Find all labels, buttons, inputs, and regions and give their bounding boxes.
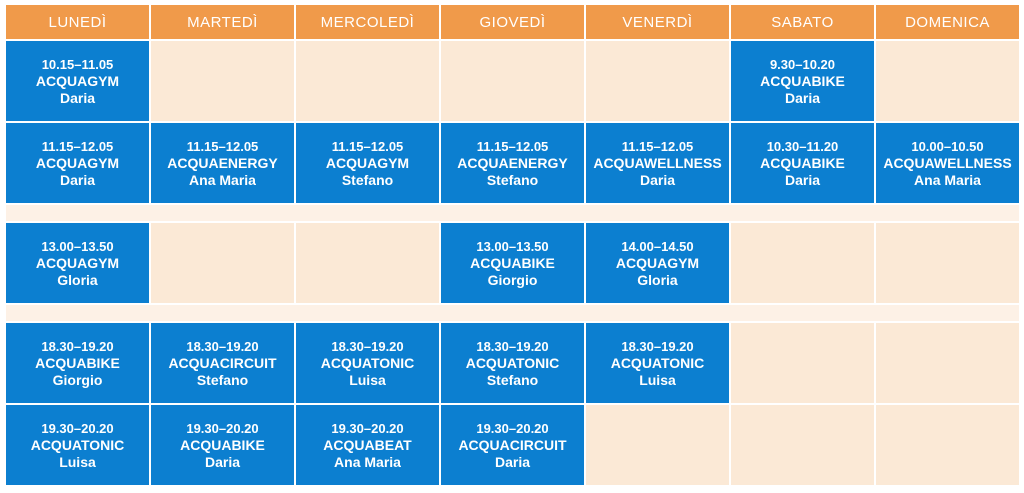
class-time: 11.15–12.05 <box>476 138 549 154</box>
class-activity: ACQUACIRCUIT <box>458 436 567 453</box>
day-header-monday: LUNEDÌ <box>6 5 149 39</box>
class-time: 19.30–20.20 <box>476 420 549 436</box>
class-activity: ACQUABEAT <box>323 436 412 453</box>
class-slot <box>6 41 149 121</box>
class-time: 18.30–19.20 <box>621 338 694 354</box>
class-instructor: Daria <box>59 171 96 188</box>
class-instructor: Daria <box>204 453 241 470</box>
class-slot <box>441 223 584 303</box>
class-slot <box>441 405 584 485</box>
class-instructor: Gloria <box>637 271 678 288</box>
class-activity: ACQUATONIC <box>465 354 560 371</box>
empty-slot <box>876 405 1019 485</box>
class-slot <box>876 123 1019 203</box>
class-activity: ACQUATONIC <box>320 354 415 371</box>
class-instructor: Daria <box>494 453 531 470</box>
class-instructor: Stefano <box>196 371 249 388</box>
empty-slot <box>586 405 729 485</box>
class-time: 11.15–12.05 <box>621 138 694 154</box>
class-instructor: Gloria <box>57 271 98 288</box>
class-time: 10.00–10.50 <box>911 138 984 154</box>
class-activity: ACQUAWELLNESS <box>883 154 1012 171</box>
empty-slot <box>151 223 294 303</box>
class-slot <box>151 405 294 485</box>
schedule-grid <box>6 5 1019 485</box>
class-slot <box>731 41 874 121</box>
class-instructor: Stefano <box>486 171 539 188</box>
class-activity: ACQUABIKE <box>35 354 120 371</box>
empty-slot <box>876 41 1019 121</box>
class-activity: ACQUABIKE <box>470 254 555 271</box>
class-time: 19.30–20.20 <box>41 420 114 436</box>
class-slot <box>6 223 149 303</box>
class-time: 19.30–20.20 <box>331 420 404 436</box>
empty-slot <box>731 405 874 485</box>
day-header-friday: VENERDÌ <box>586 5 729 39</box>
class-instructor: Daria <box>784 89 821 106</box>
class-slot <box>296 405 439 485</box>
class-instructor: Stefano <box>341 171 394 188</box>
day-header-wednesday: MERCOLEDÌ <box>296 5 439 39</box>
class-time: 18.30–19.20 <box>331 338 404 354</box>
class-instructor: Stefano <box>486 371 539 388</box>
class-slot <box>151 123 294 203</box>
day-header-sunday: DOMENICA <box>876 5 1019 39</box>
class-time: 9.30–10.20 <box>769 56 836 72</box>
class-activity: ACQUAGYM <box>325 154 410 171</box>
break-row <box>6 205 1019 221</box>
class-instructor: Ana Maria <box>334 453 401 470</box>
empty-slot <box>731 223 874 303</box>
class-time: 18.30–19.20 <box>41 338 114 354</box>
class-slot <box>731 123 874 203</box>
empty-slot <box>296 41 439 121</box>
class-activity: ACQUABIKE <box>760 154 845 171</box>
class-activity: ACQUAGYM <box>615 254 700 271</box>
class-time: 14.00–14.50 <box>621 238 694 254</box>
class-time: 11.15–12.05 <box>186 138 259 154</box>
empty-slot <box>876 323 1019 403</box>
class-instructor: Ana Maria <box>914 171 981 188</box>
class-time: 11.15–12.05 <box>41 138 114 154</box>
class-slot <box>296 123 439 203</box>
class-instructor: Daria <box>639 171 676 188</box>
empty-slot <box>586 41 729 121</box>
class-instructor: Ana Maria <box>189 171 256 188</box>
class-time: 10.15–11.05 <box>41 56 114 72</box>
class-time: 13.00–13.50 <box>41 238 114 254</box>
class-slot <box>296 323 439 403</box>
class-slot <box>441 123 584 203</box>
class-time: 10.30–11.20 <box>766 138 839 154</box>
empty-slot <box>296 223 439 303</box>
class-activity: ACQUABIKE <box>760 72 845 89</box>
class-activity: ACQUAGYM <box>35 254 120 271</box>
class-slot <box>441 323 584 403</box>
class-time: 18.30–19.20 <box>476 338 549 354</box>
day-header-saturday: SABATO <box>731 5 874 39</box>
class-time: 18.30–19.20 <box>186 338 259 354</box>
class-instructor: Daria <box>784 171 821 188</box>
class-instructor: Daria <box>59 89 96 106</box>
class-slot <box>586 223 729 303</box>
class-instructor: Giorgio <box>487 271 538 288</box>
class-slot <box>586 123 729 203</box>
class-slot <box>6 323 149 403</box>
class-activity: ACQUAGYM <box>35 72 120 89</box>
class-activity: ACQUATONIC <box>30 436 125 453</box>
empty-slot <box>876 223 1019 303</box>
class-activity: ACQUATONIC <box>610 354 705 371</box>
class-activity: ACQUAWELLNESS <box>593 154 722 171</box>
class-slot <box>586 323 729 403</box>
class-slot <box>6 405 149 485</box>
class-time: 11.15–12.05 <box>331 138 404 154</box>
class-activity: ACQUABIKE <box>180 436 265 453</box>
class-activity: ACQUAGYM <box>35 154 120 171</box>
empty-slot <box>151 41 294 121</box>
class-activity: ACQUAENERGY <box>167 154 278 171</box>
class-slot <box>151 323 294 403</box>
class-activity: ACQUAENERGY <box>457 154 568 171</box>
class-instructor: Luisa <box>349 371 386 388</box>
class-instructor: Luisa <box>59 453 96 470</box>
class-time: 19.30–20.20 <box>186 420 259 436</box>
break-row <box>6 305 1019 321</box>
class-activity: ACQUACIRCUIT <box>168 354 277 371</box>
class-time: 13.00–13.50 <box>476 238 549 254</box>
empty-slot <box>731 323 874 403</box>
empty-slot <box>441 41 584 121</box>
class-slot <box>6 123 149 203</box>
class-instructor: Luisa <box>639 371 676 388</box>
class-instructor: Giorgio <box>52 371 103 388</box>
day-header-thursday: GIOVEDÌ <box>441 5 584 39</box>
day-header-tuesday: MARTEDÌ <box>151 5 294 39</box>
